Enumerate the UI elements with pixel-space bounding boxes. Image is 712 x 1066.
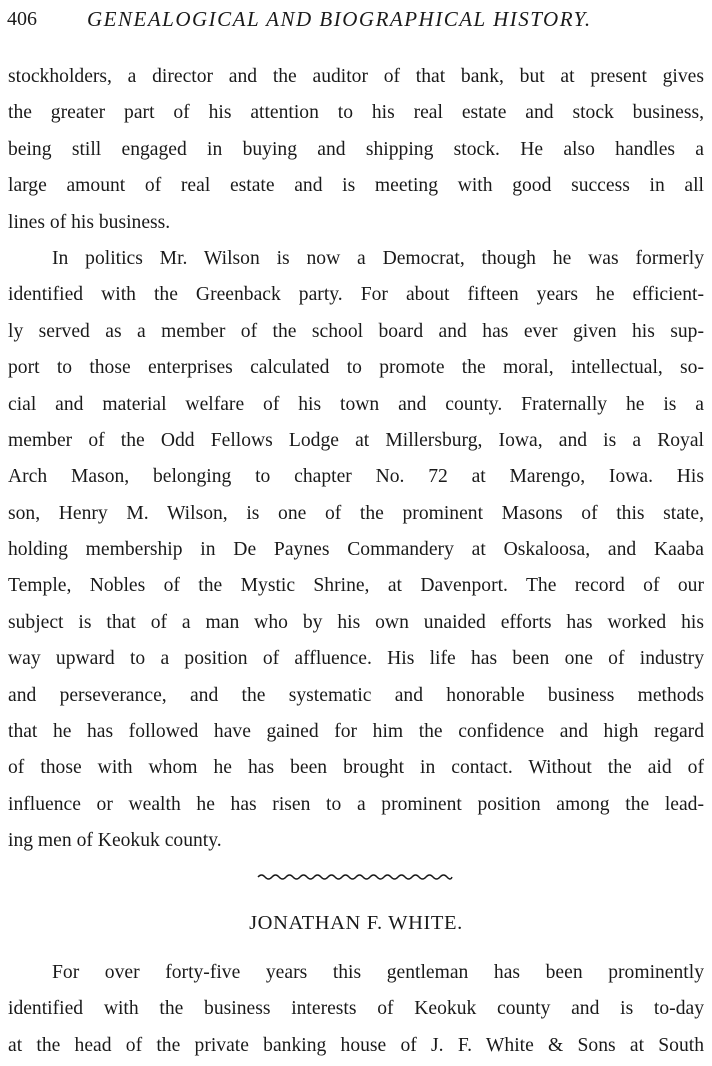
text-line: ly served as a member of the school board and has ever given his sup- (8, 320, 704, 342)
text-line: For over forty-five years this gentleman has been prominently (52, 962, 704, 983)
page-number: 406 (7, 8, 37, 30)
running-title: GENEALOGICAL AND BIOGRAPHICAL HISTORY. (87, 7, 592, 31)
text-line: Arch Mason, belonging to chapter No. 72 at Marengo, Iowa. His (8, 466, 704, 488)
text-line: son, Henry M. Wilson, is one of the prominent Masons of this state, (8, 502, 704, 524)
text-line: cial and material welfare of his town and county. Fraternally he is a (8, 393, 704, 415)
text-line: of those with whom he has been brought in contact. Without the aid of (8, 757, 704, 779)
text-line: port to those enterprises calculated to promote the moral, intellectual, so- (8, 357, 704, 379)
text-line: and perseverance, and the systematic and honorable business methods (8, 684, 704, 706)
text-line: the greater part of his attention to his real estate and stock business, (8, 102, 704, 124)
text-line: ing men of Keokuk county. (8, 830, 222, 852)
text-line: holding membership in De Paynes Commandery at Oskaloosa, and Kaaba (8, 539, 704, 561)
text-line: identified with the Greenback party. For about fifteen years he efficient- (8, 284, 704, 306)
text-line: at the head of the private banking house of J. F. White & Sons at South (8, 1034, 704, 1056)
text-line: lines of his business. (8, 211, 171, 233)
biography-continuation (8, 59, 704, 860)
section-divider-ornament (256, 872, 454, 882)
text-line: being still engaged in buying and shipping stock. He also handles a (8, 138, 704, 160)
text-line: In politics Mr. Wilson is now a Democrat, though he was formerly (52, 247, 704, 269)
text-line: that he has followed have gained for him the confidence and high regard (8, 721, 704, 743)
text-line: way upward to a position of affluence. His life has been one of industry (8, 648, 704, 670)
text-line: Temple, Nobles of the Mystic Shrine, at Davenport. The record of our (8, 575, 704, 597)
text-line: subject is that of a man who by his own unaided efforts has worked his (8, 611, 704, 633)
text-line: large amount of real estate and is meeting with good success in all (8, 175, 704, 197)
new-biography-text (8, 955, 704, 1064)
section-heading: JONATHAN F. WHITE. (249, 912, 463, 934)
running-head (7, 4, 705, 34)
text-line: identified with the business interests of Keokuk county and is to-day (8, 998, 704, 1020)
text-line: member of the Odd Fellows Lodge at Millersburg, Iowa, and is a Royal (8, 429, 704, 451)
text-line: influence or wealth he has risen to a prominent position among the lead- (8, 793, 704, 815)
text-line: stockholders, a director and the auditor of that bank, but at present gives (8, 66, 704, 87)
